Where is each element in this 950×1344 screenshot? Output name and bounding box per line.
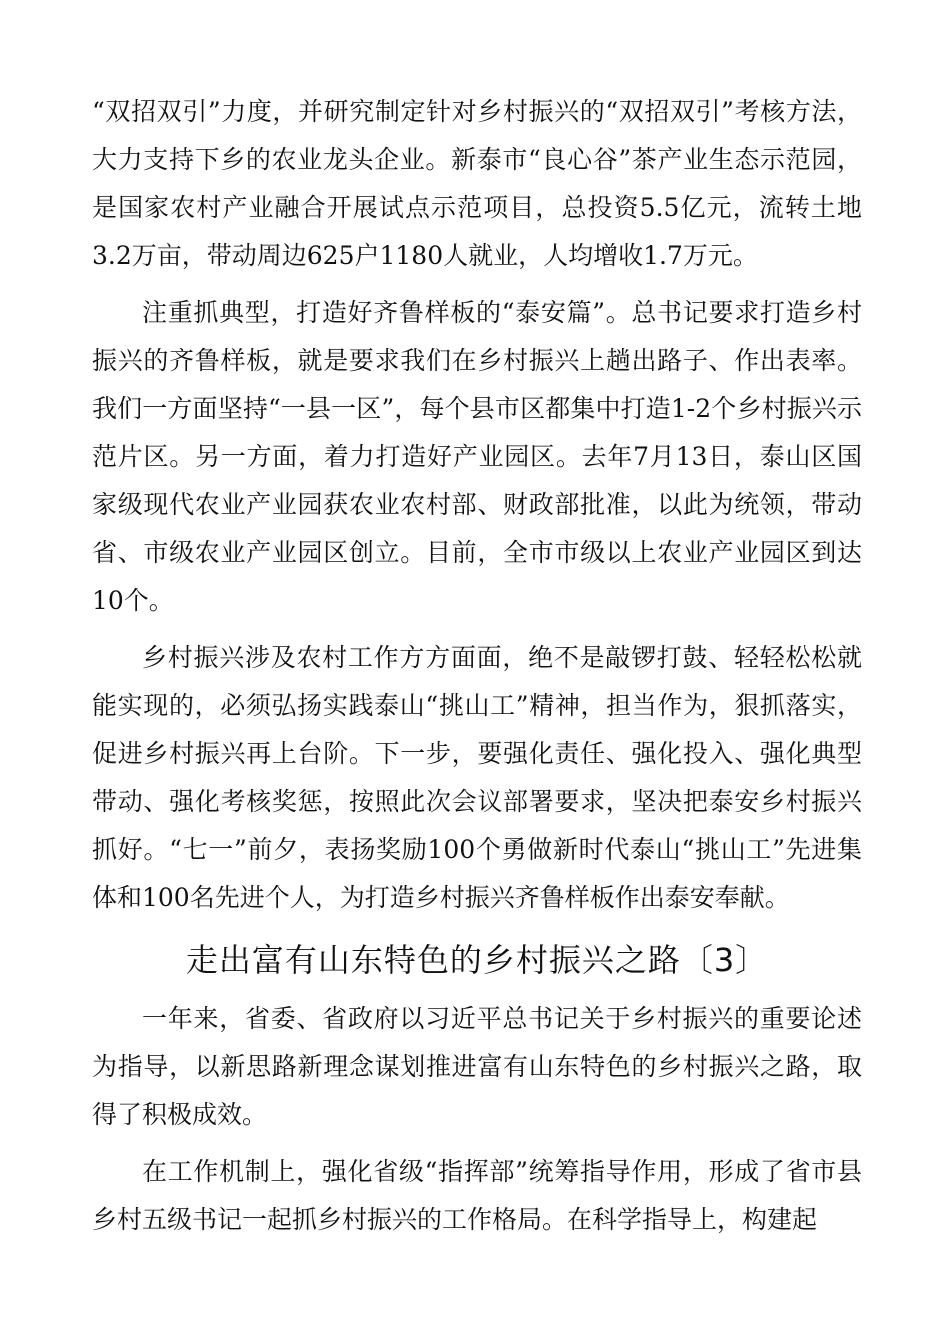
- paragraph-typical-demonstration: 注重抓典型，打造好齐鲁样板的“泰安篇”。总书记要求打造乡村振兴的齐鲁样板，就是要求我们在乡村振兴上趟出路子、作出表率。我们一方面坚持“一县一区”，每个县市区都集中打造1-2个乡村振兴示范片区。另一方面，着力打造好产业园区。去年7月13日，泰山区国家级现代农业产业园获农业农村部、财政部批准，以此为统领，带动省、市级农业产业园区创立。目前，全市市级以上农业产业园区到达10个。: [92, 298, 862, 615]
- section-heading: 走出富有山东特色的乡村振兴之路〔3〕: [185, 941, 769, 979]
- paragraph-next-steps: 乡村振兴涉及农村工作方方面面，绝不是敲锣打鼓、轻轻松松就能实现的，必须弘扬实践泰山“挑山工”精神，担当作为，狠抓落实，促进乡村振兴再上台阶。下一步，要强化责任、强化投入、强化典型带动、强化考核奖惩，按照此次会议部署要求，坚决把泰安乡村振兴抓好。“七一”前夕，表扬奖励100个勇做新时代泰山“挑山工”先进集体和100名先进个人，为打造乡村振兴齐鲁样板作出泰安奉献。: [92, 643, 862, 912]
- paragraph-one-year-review: 一年来，省委、省政府以习近平总书记关于乡村振兴的重要论述为指导，以新思路新理念谋划推进富有山东特色的乡村振兴之路，取得了积极成效。: [92, 1004, 862, 1129]
- paragraph-work-mechanism: 在工作机制上，强化省级“指挥部”统筹指导作用，形成了省市县乡村五级书记一起抓乡村振兴的工作格局。在科学指导上，构建起: [92, 1157, 862, 1234]
- paragraph-continued: “双招双引”力度，并研究制定针对乡村振兴的“双招双引”考核方法，大力支持下乡的农业龙头企业。新泰市“良心谷”茶产业生态示范园，是国家农村产业融合开展试点示范项目，总投资5.5亿元，流转土地3.2万亩，带动周边625户1180人就业，人均增收1.7万元。: [92, 97, 862, 270]
- document-page: [92, 88, 862, 1253]
